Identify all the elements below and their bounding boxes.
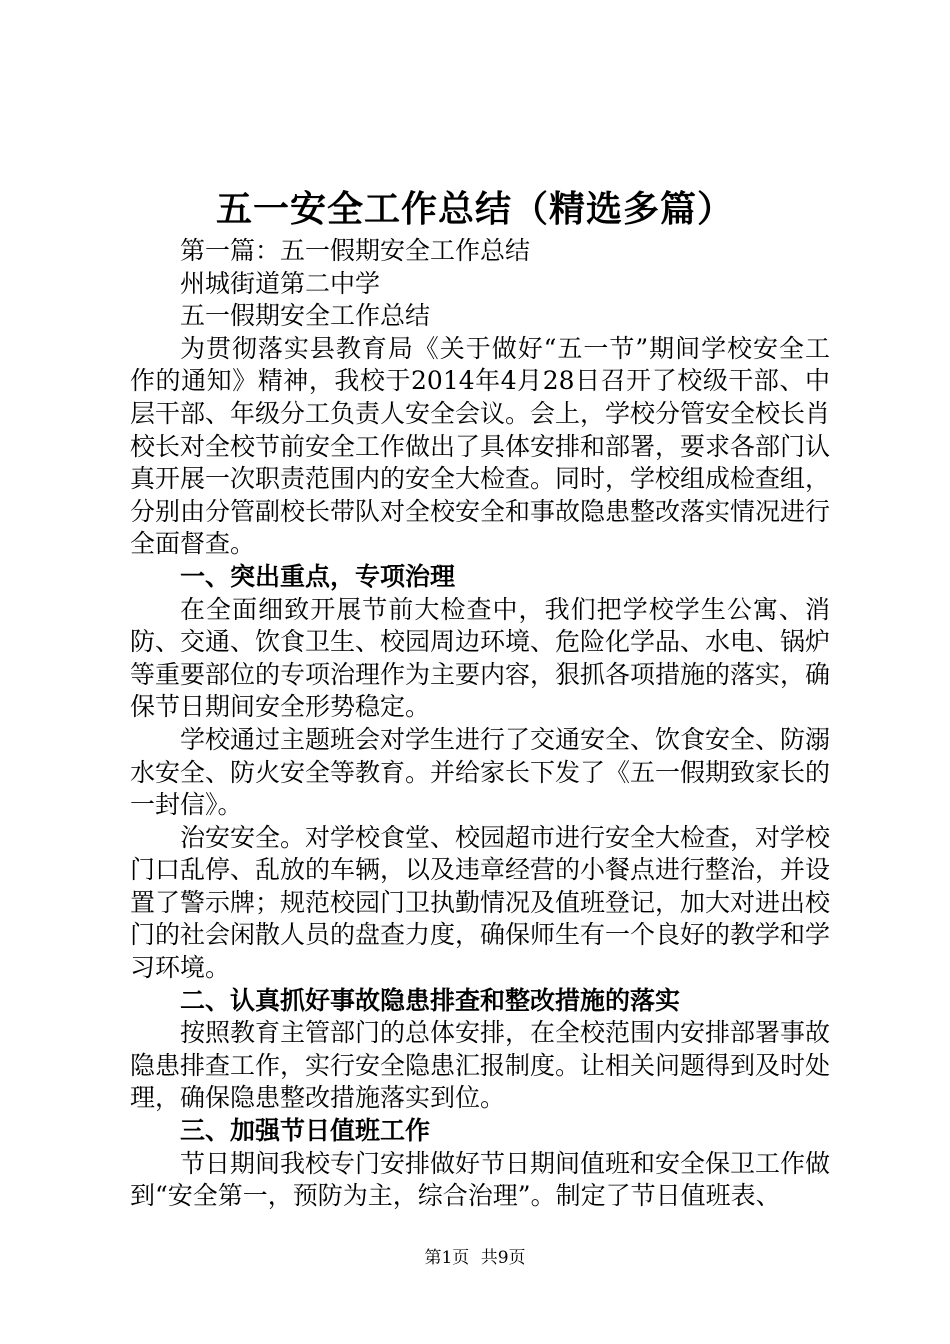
paragraph-class-meeting: 学校通过主题班会对学生进行了交通安全、饮食安全、防溺水安全、防火安全等教育。并给家长下发了《五一假期致家长的一封信》。 [130, 724, 831, 820]
document-body [130, 235, 830, 1213]
paragraph-school-name: 州城街道第二中学 [180, 268, 381, 298]
paragraph-inspection: 在全面细致开展节前大检查中，我们把学校学生公寓、消防、交通、饮食卫生、校园周边环境、危险化学品、水电、锅炉等重要部位的专项治理作为主要内容，狠抓各项措施的落实，确保节日期间安全形势稳定。 [130, 594, 831, 722]
paragraph-section-title: 第一篇：五一假期安全工作总结 [180, 236, 531, 265]
page-footer [0, 1246, 950, 1270]
heading-section-3: 三、加强节日值班工作 [180, 1116, 431, 1146]
paragraph-hazard-check: 按照教育主管部门的总体安排，在全校范围内安排部署事故隐患排查工作，实行安全隐患汇报制度。让相关问题得到及时处理，确保隐患整改措施落实到位。 [130, 1018, 831, 1113]
paragraph-subtitle: 五一假期安全工作总结 [180, 301, 431, 331]
paragraph-intro: 为贯彻落实县教育局《关于做好“五一节”期间学校安全工作的通知》精神，我校于2014年4月28日召开了校级干部、中层干部、年级分工负责人安全会议。会上，学校分管安全校长肖校长对全校节前安全工作做出了具体安排和部署，要求各部门认真开展一次职责范围内的安全大检查。同时，学校组成检查组，分别由分管副校长带队对全校安全和事故隐患整改落实情况进行全面督查。 [130, 333, 831, 559]
document-title: 五一安全工作总结（精选多篇） [215, 188, 734, 230]
page-number: 第1页 [424, 1248, 470, 1268]
paragraph-holiday-duty: 节日期间我校专门安排做好节日期间值班和安全保卫工作做到“安全第一，预防为主，综合治理”。制定了节日值班表、 [130, 1148, 831, 1211]
heading-section-1: 一、突出重点，专项治理 [180, 561, 456, 591]
heading-section-2: 二、认真抓好事故隐患排查和整改措施的落实 [180, 985, 681, 1015]
page-total: 共9页 [480, 1248, 526, 1268]
paragraph-public-security: 治安安全。对学校食堂、校园超市进行安全大检查，对学校门口乱停、乱放的车辆，以及违章经营的小餐点进行整治，并设置了警示牌；规范校园门卫执勤情况及值班登记，加大对进出校门的社会闲散人员的盘查力度，确保师生有一个良好的教学和学习环境。 [130, 822, 831, 983]
